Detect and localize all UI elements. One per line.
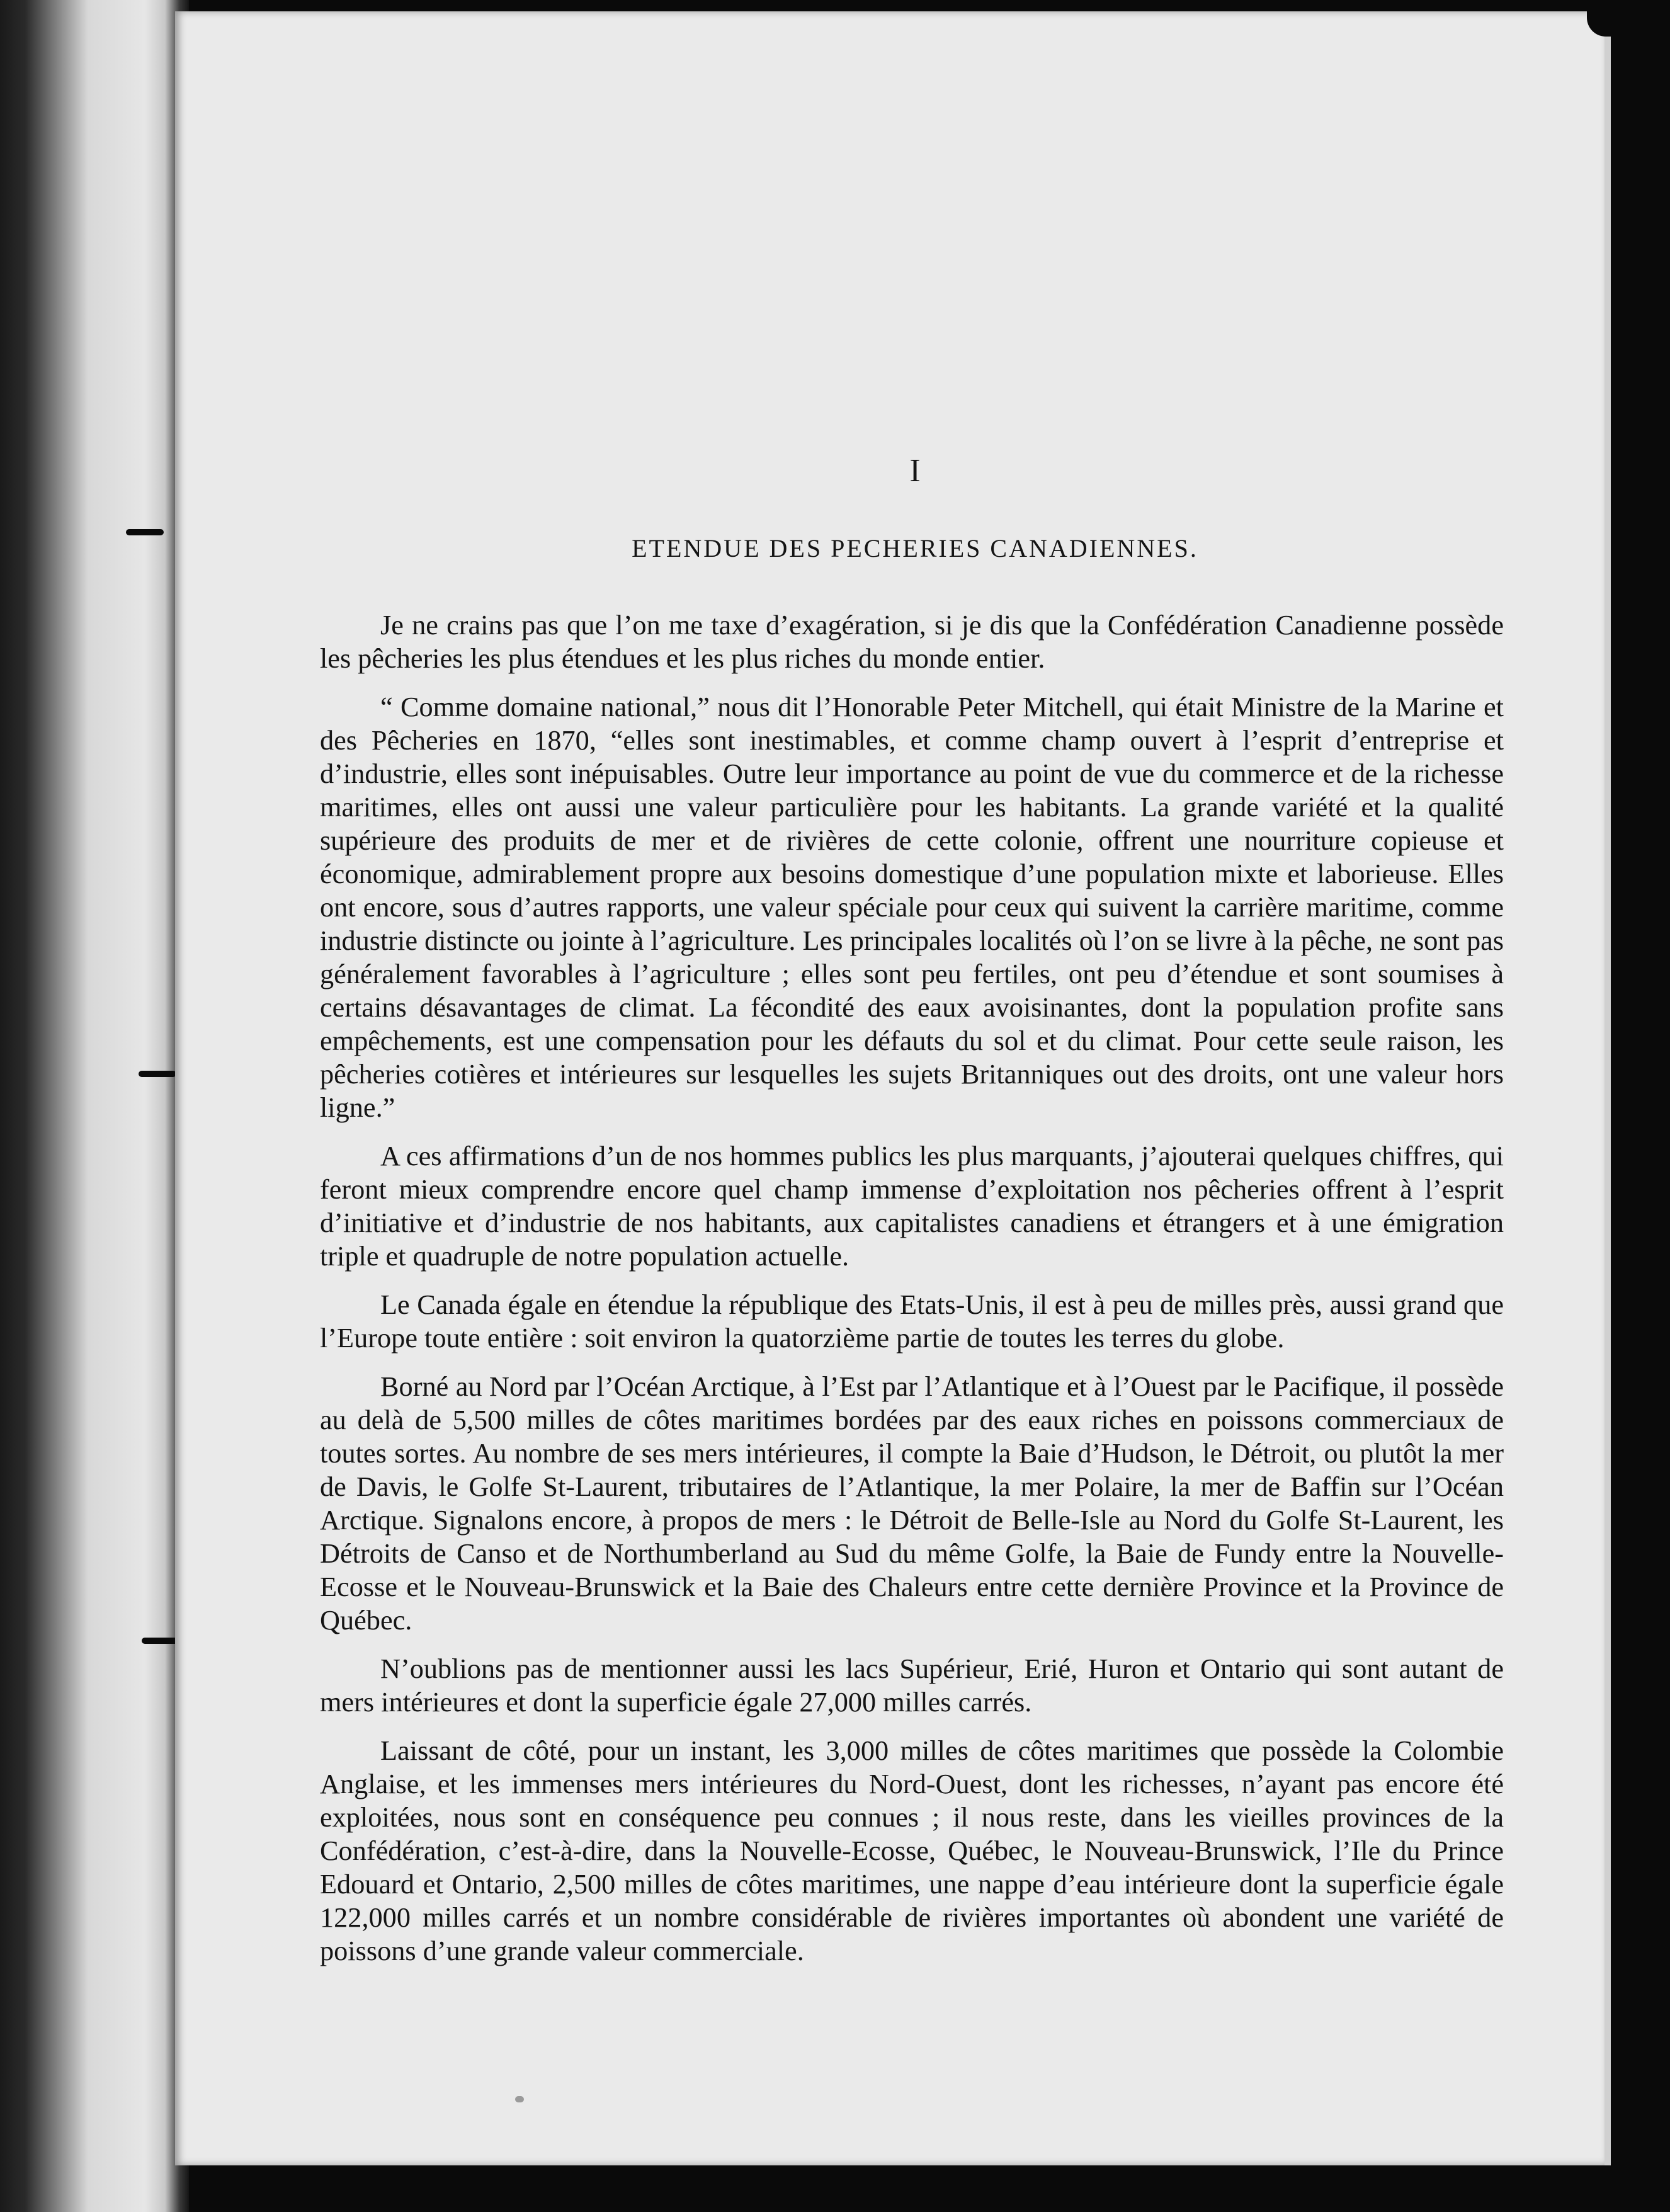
- binding-stitch: [139, 1071, 176, 1077]
- page-corner: [1587, 11, 1611, 37]
- page-text-block: [320, 452, 1504, 1983]
- paragraph: Laissant de côté, pour un instant, les 3,000 milles de côtes maritimes que possède la Colombie Anglaise, et les immenses mers intérieures du Nord-Ouest, dont les richesses, n’ayant pas encore été exploitées, nous sont en conséquence peu connues ; il nous reste, dans les vieilles provinces de la Confédération, c’est-à-dire, dans la Nouvelle-Ecosse, Québec, le Nouveau-Brunswick, l’Ile du Prince Edouard et Ontario, 2,500 milles de côtes maritimes, une nappe d’eau intérieure dont la superficie égale 122,000 milles carrés et un nombre considérable de rivières importantes où abondent une variété de poissons d’une grande valeur commerciale.: [320, 1735, 1504, 1966]
- binding-stitch: [126, 529, 164, 535]
- chapter-title: ETENDUE DES PECHERIES CANADIENNES.: [632, 534, 1198, 562]
- paragraph: Borné au Nord par l’Océan Arctique, à l’Est par l’Atlantique et à l’Ouest par le Pacifique, il possède au delà de 5,500 milles de côtes maritimes bordées par des eaux riches en poissons commerciaux de toutes sortes. Au nombre de ses mers intérieures, il compte la Baie d’Hudson, le Détroit, ou plutôt la mer de Davis, le Golfe St-Laurent, tributaires de l’Atlantique, la mer Polaire, la mer de Baffin sur l’Océan Arctique. Signalons encore, à propos de mers : le Détroit de Belle-Isle au Nord du Golfe St-Laurent, les Détroits de Canso et de Northumberland au Sud du même Golfe, la Baie de Fundy entre la Nouvelle-Ecosse et le Nouveau-Brunswick et la Baie des Chaleurs entre cette dernière Province et la Province de Québec.: [320, 1371, 1504, 1636]
- scanned-page: [175, 11, 1611, 2165]
- binding-stitch: [142, 1638, 179, 1644]
- paragraph: N’oublions pas de mentionner aussi les lacs Supérieur, Erié, Huron et Ontario qui sont autant de mers intérieures et dont la superficie égale 27,000 milles carrés.: [320, 1653, 1504, 1718]
- paragraph: A ces affirmations d’un de nos hommes publics les plus marquants, j’ajouterai quelques chiffres, qui feront mieux comprendre encore quel champ immense d’exploitation nos pêcheries offrent à l’esprit d’initiative et d’industrie de nos habitants, aux capitalistes canadiens et étrangers et à une émigration triple et quadruple de notre population actuelle.: [320, 1141, 1504, 1272]
- chapter-numeral: I: [909, 453, 921, 489]
- paragraph: Je ne crains pas que l’on me taxe d’exagération, si je dis que la Confédération Canadienne possède les pêcheries les plus étendues et les plus riches du monde entier.: [320, 610, 1504, 674]
- scan-speck: [515, 2096, 524, 2102]
- book-binding-gutter: [0, 0, 189, 2212]
- paragraph: “ Comme domaine national,” nous dit l’Honorable Peter Mitchell, qui était Ministre de la Marine et des Pêcheries en 1870, “elles sont inestimables, et comme champ ouvert à l’esprit d’entreprise et d’industrie, elles sont inépuisables. Outre leur importance au point de vue du commerce et de la richesse maritimes, elles ont aussi une valeur particulière pour les habitants. La grande variété et la qualité supérieure des produits de mer et de rivières de cette colonie, offrent une nourriture copieuse et économique, admirablement propre aux besoins domestique d’une population mixte et laborieuse. Elles ont encore, sous d’autres rapports, une valeur spéciale pour ceux qui suivent la carrière maritime, comme industrie distincte ou jointe à l’agriculture. Les principales localités où l’on se livre à la pêche, ne sont pas généralement favorables à l’agriculture ; elles sont peu fertiles, ont peu d’étendue et sont soumises à certains désavantages de climat. La fécondité des eaux avoisinantes, dont la population profite sans empêchements, est une compensation pour les défauts du sol et du climat. Pour cette seule raison, les pêcheries cotières et intérieures sur lesquelles les sujets Britanniques out des droits, ont une valeur hors ligne.”: [320, 692, 1504, 1123]
- paragraph: Le Canada égale en étendue la république des Etats-Unis, il est à peu de milles près, aussi grand que l’Europe toute entière : soit environ la quatorzième partie de toutes les terres du globe.: [320, 1289, 1504, 1354]
